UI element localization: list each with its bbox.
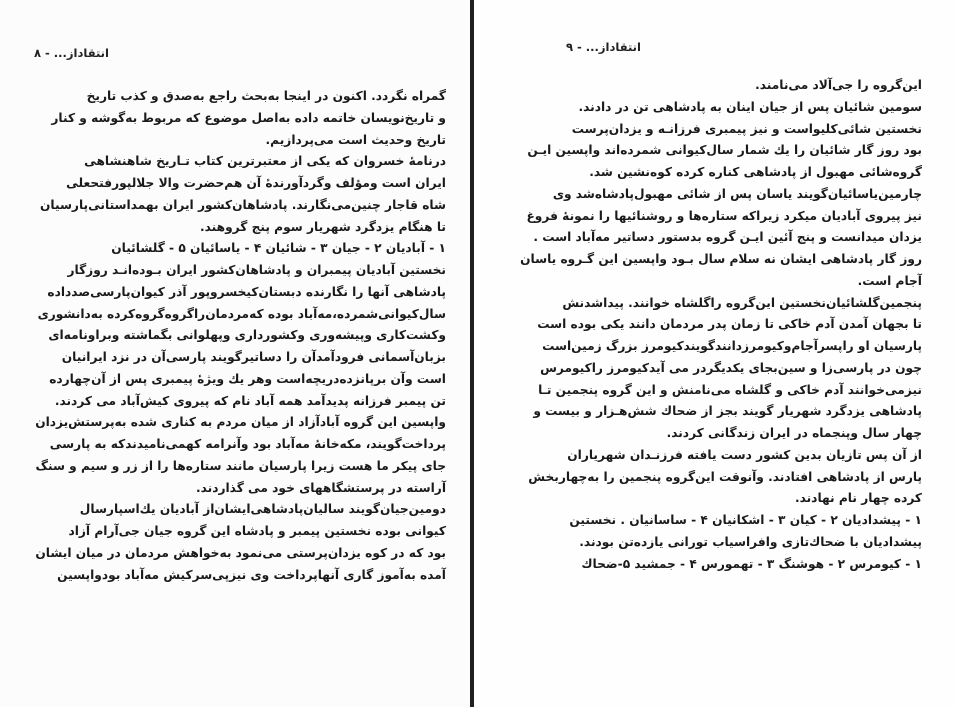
text-line: چون در پارسی‌زا و سین‌بجای یکدیگردر می آیدکیومرز راکیومرس [540,360,922,375]
text-line: سومین شائیان پس از جیان اینان به پادشاهی تن در دادند. [578,99,922,114]
text-line: پیشدادیان با ضحاك‌تازی وافراسیاب تورانی یازده‌تن بودند. [579,534,922,549]
text-line: پرداخت‌گویند، مکه‌خانهٔ مه‌آباد بود وآنرامه کهمی‌نامیدندکه به پارسی [49,437,446,451]
running-head-left: انتقاداز... - ۸ [34,46,109,60]
left-page [0,0,470,707]
text-line: دومین‌جیان‌گویند سالیان‌پادشاهی‌ایشان‌از آبادیان یك‌اسپارسال [79,502,446,517]
text-line: چارمین‌یاسائیان‌گویند یاسان پس از شائی مهبول‌پادشاه‌شد وی [552,186,922,201]
text-line: این‌گروه را جی‌آلاد می‌نامند. [755,78,922,92]
text-line: ۱ - آبادیان ۲ - جیان ۳ - شائیان ۴ - یاسائیان ۵ - گلشائیان [111,241,446,256]
text-line: آراسته در پرستشگاههای خود می گذاردند. [195,480,446,495]
text-line: واپسین این گروه آبادآزاد از میان مردم به کناری شده به‌پرستش‌یزدان [35,415,446,430]
text-line: نخستین آبادیان پیمبران و پادشاهان‌کشور ایران بـوده‌انـد روزگار [67,263,446,277]
text-line: پادشاهی یزدگرد شهریار گویند بجز از ضحاك شش‌هـزار و بیست و [533,404,922,419]
text-line: تا بجهان آمدن آدم خاکی تا زمان پدر مردمان دانند یکی بوده است [537,317,922,332]
text-line: بود که در کوه یزدان‌پرستی می‌نمود به‌خواهش مردمان در میان ایشان [35,545,446,560]
text-line: و تاریخ‌نویسان خاتمه داده به‌اصل موضوع که مربوط به‌گوشه و کنار [51,110,446,125]
text-line: پارس از پادشاهی افتادند. وآنوقت این‌گروه پنجمین را به‌چهاربخش [528,469,922,484]
text-line: نیز پیروی آبادیان میکرد زیراکه ستاره‌ها و روشنائیها را نمونهٔ فروغ [526,208,922,223]
text-line: وکشت‌کاری وپیشه‌وری وکشورداری وپهلوانی بگماشته وبراونامه‌ای [48,328,446,343]
text-line: کیوانی بوده نخستین پیمبر و پادشاه این گروه جیان جی‌آرام آزاد [68,524,446,538]
text-line: تاریخ وحدیث است می‌پردازیم. [265,132,446,147]
text-line: جای پیکر ما هست زیرا پارسیان مانند ستاره‌ها را از زر و سیم و سنگ [35,458,446,473]
text-line: گمراه نگردد. اکنون در اینجا به‌بحث راجع به‌صدق و کذب تاریخ [86,89,446,103]
text-line: ۱ - کیومرس ۲ - هوشنگ ۳ - تهمورس ۴ - جمشید ۵-ضحاك [581,556,922,571]
text-line: روز گار پادشاهی ایشان نه سلام سال بـود واپسین این گـروه یاسان [520,252,922,266]
text-line: ایران است ومؤلف وگردآورندهٔ آن هم‌حضرت والا جلالپورفتحعلی [66,176,446,190]
running-head-right: انتقاداز... - ۹ [566,40,641,54]
text-line: تا هنگام یزدگرد شهریار سوم پنج گروهند. [200,219,446,234]
text-line: آجام است. [857,273,922,288]
text-line: پادشاهی آنها را نگارنده دبستان‌کیخسروپور آذر کیوان‌پارسی‌صدداده [47,284,446,299]
text-line: بود روز گار شائیان را یك شمار سال‌کیوانی شمرده‌اند واپسین ایـن [527,143,922,158]
text-line: نیزمی‌خوانند آدم خاکی و گلشاه می‌نامنش و این گروه پنجمین تـا [538,382,922,397]
text-line: آمده به‌آموز گاری آنهاپرداخت وی نیزپی‌سرکیش مه‌آباد بودواپسین [57,567,446,582]
right-page [474,0,955,707]
text-line: درنامهٔ خسروان که یکی از معتبرترین کتاب تـاریخ شاهنشاهی [84,154,446,169]
right-page-body [520,75,922,575]
text-line: است وآن برپانزده‌دریچه‌است وهر یك ویژهٔ پیمبری پس از آن‌چهارده [49,371,446,386]
text-line: گروه‌شائی مهبول از پادشاهی کناره کرده کوه‌نشین شد. [589,165,922,179]
text-line: یزدان میدانست و پنج آئین ایـن گروه بدستور دساتیر مه‌آباد است . [533,230,922,245]
text-line: بزبان‌آسمانی فرودآمدآن را دساتیرگویند پارسی‌آن در نزد ایرانیان [61,350,446,364]
text-line: کرده چهار نام نهادند. [794,491,922,506]
text-line: ۱ - پیشدادیان ۲ - کیان ۳ - اشکانیان ۴ - ساسانیان . نخستین [569,513,922,527]
text-line: چهار سال وپنجماه در ایران زندگانی کردند. [666,426,922,440]
text-line: از آن پس تازیان بدین کشور دست یافته فرزنـدان شهریاران [567,447,922,462]
text-line: پارسیان او راپسرآجام‌وکیومرزدانندگویندکیومرز بزرگ زمین‌است [542,339,922,353]
text-line: نخستین شائی‌کلیواست و نیز پیمبری فرزانـه و یزدان‌پرست [571,121,922,136]
text-line: شاه قاجار چنین‌می‌نگارند. پادشاهان‌کشور ایران بهمداستانی‌پارسیان [39,197,446,212]
text-line: پنجمین‌گلشائیان‌نخستین این‌گروه راگلشاه خوانند. پیداشدنش [562,295,922,310]
text-line: تن پیمبر فرزانه پدیدآمد همه آباد نام که پیروی کیش‌آباد می کردند. [54,393,446,408]
text-line: سال‌کیوانی‌شمرده‌،مه‌آباد بوده که‌مردمان‌راگروه‌گروه‌کرده به‌دانشوری [37,306,446,321]
left-page-body [28,86,446,586]
